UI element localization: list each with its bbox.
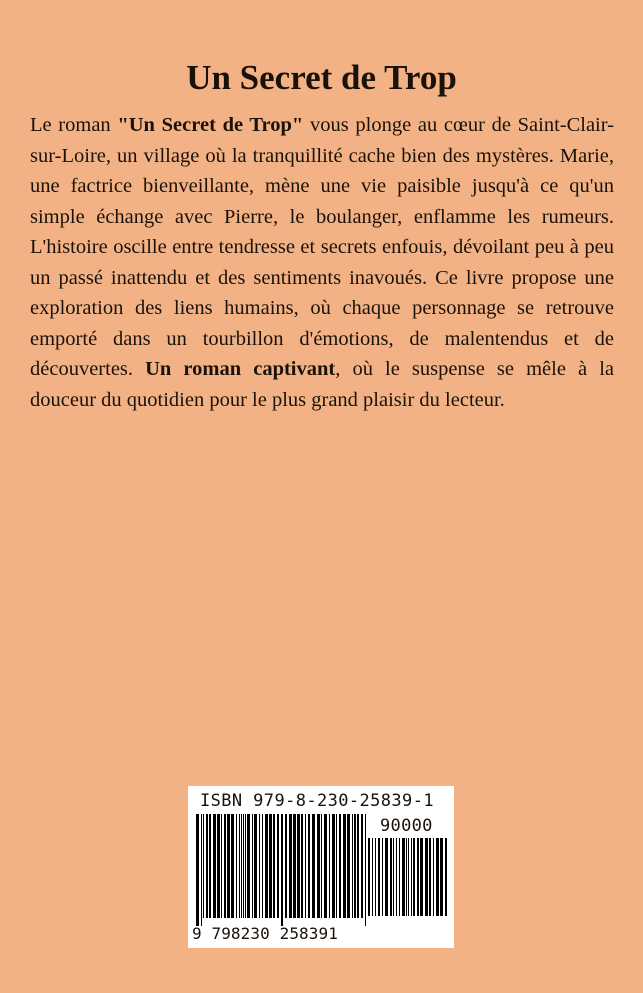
barcode-bar bbox=[206, 814, 208, 918]
barcode-bar bbox=[390, 838, 392, 916]
barcode-bar bbox=[243, 814, 244, 918]
barcode-bar bbox=[336, 814, 337, 918]
barcode-bar bbox=[433, 838, 434, 916]
barcode-bar bbox=[420, 838, 423, 916]
barcode-bar bbox=[297, 814, 300, 918]
barcode-bar bbox=[417, 838, 419, 916]
barcode-bar bbox=[425, 838, 428, 916]
barcode-bar bbox=[354, 814, 356, 918]
barcode-bar bbox=[269, 814, 272, 918]
barcode-bar bbox=[329, 814, 330, 918]
barcode-bar bbox=[429, 838, 431, 916]
barcode-bar bbox=[252, 814, 253, 918]
barcode-bar bbox=[343, 814, 346, 918]
barcode-bar bbox=[393, 838, 394, 916]
barcode-bar bbox=[317, 814, 320, 918]
barcode-bar bbox=[352, 814, 353, 918]
barcode-bar bbox=[324, 814, 327, 918]
back-cover-blurb bbox=[30, 110, 614, 415]
barcode-bar bbox=[375, 838, 376, 916]
barcode-bar bbox=[357, 814, 359, 918]
barcode-bar bbox=[259, 814, 260, 918]
barcode-bar bbox=[406, 838, 407, 916]
barcode-bar bbox=[281, 814, 283, 926]
barcode-bar bbox=[372, 838, 373, 916]
barcode-bar bbox=[308, 814, 310, 918]
barcode-bar bbox=[247, 814, 250, 918]
barcode-bar bbox=[217, 814, 220, 918]
barcode-bar bbox=[339, 814, 341, 918]
barcode-bar bbox=[227, 814, 230, 918]
barcode-bar bbox=[436, 838, 439, 916]
blurb-emphasis: Un roman captivant bbox=[145, 358, 336, 380]
barcode-bar bbox=[254, 814, 257, 918]
barcode-bar bbox=[301, 814, 303, 918]
barcode-bar bbox=[368, 838, 370, 916]
barcode-bar bbox=[241, 814, 242, 918]
barcode-bar bbox=[361, 814, 363, 918]
barcode-bar bbox=[236, 814, 237, 918]
barcode-bar bbox=[239, 814, 240, 918]
barcode-bar bbox=[413, 838, 415, 916]
barcode-bar bbox=[196, 814, 199, 926]
barcode-bar bbox=[378, 838, 380, 916]
book-title: Un Secret de Trop bbox=[186, 58, 457, 97]
barcode-bar bbox=[399, 838, 400, 916]
barcode-bar bbox=[265, 814, 268, 918]
barcode-digits: 9 798230 258391 bbox=[192, 924, 338, 943]
barcode-bar bbox=[321, 814, 322, 918]
barcode-bar bbox=[382, 838, 383, 916]
barcode-bar bbox=[402, 838, 405, 916]
barcode-bar bbox=[245, 814, 246, 918]
barcode-bar bbox=[203, 814, 204, 918]
barcode-bar bbox=[445, 838, 447, 916]
barcode-bar bbox=[396, 838, 397, 916]
barcode-bar bbox=[201, 814, 202, 926]
barcode-bar bbox=[411, 838, 412, 916]
barcode-bar bbox=[365, 814, 366, 926]
barcode-bar bbox=[385, 838, 388, 916]
ean13-bars bbox=[196, 814, 368, 926]
barcode-bar bbox=[213, 814, 216, 918]
addon-code: 90000 bbox=[380, 816, 433, 836]
barcode-bar bbox=[347, 814, 350, 918]
barcode-bar bbox=[332, 814, 335, 918]
barcode-bar bbox=[262, 814, 263, 918]
blurb-text: Le roman bbox=[30, 114, 118, 136]
barcode-bar bbox=[285, 814, 287, 918]
barcode-bar bbox=[440, 838, 443, 916]
barcode-bar bbox=[408, 838, 409, 916]
barcode-bar bbox=[293, 814, 296, 918]
barcode-bar bbox=[289, 814, 292, 918]
isbn-label: ISBN 979-8-230-25839-1 bbox=[200, 791, 434, 811]
barcode-bar bbox=[231, 814, 234, 918]
addon-bars bbox=[368, 838, 448, 924]
barcode-bar bbox=[312, 814, 315, 918]
blurb-text: vous plonge au cœur de Saint-Clair-sur-Loire, un village où la tranquillité cache bien des mystères. Marie, une factrice bienveillante, mène une vie paisible jusqu'à ce qu'un simple échange avec Pierre, le boulanger, enflamme les rumeurs. L'histoire oscille entre tendresse et secrets enfouis, dévoilant peu à peu un passé inattendu et des sentiments inavoués. Ce livre propose une exploration des liens humains, où chaque personnage se retrouve emporté dans un tourbillon d'émotions, de malentendus et de découvertes. bbox=[30, 114, 614, 380]
barcode-bar bbox=[224, 814, 226, 918]
barcode-bar bbox=[221, 814, 222, 918]
barcode-bar bbox=[305, 814, 306, 918]
isbn-barcode bbox=[188, 786, 454, 948]
blurb-emphasis: "Un Secret de Trop" bbox=[117, 114, 304, 136]
blurb-text: , où le suspense se mêle à la douceur du quotidien pour le plus grand plaisir du lecteur. bbox=[30, 358, 614, 411]
barcode-bar bbox=[209, 814, 211, 918]
barcode-bar bbox=[277, 814, 279, 918]
barcode-bar bbox=[273, 814, 275, 918]
